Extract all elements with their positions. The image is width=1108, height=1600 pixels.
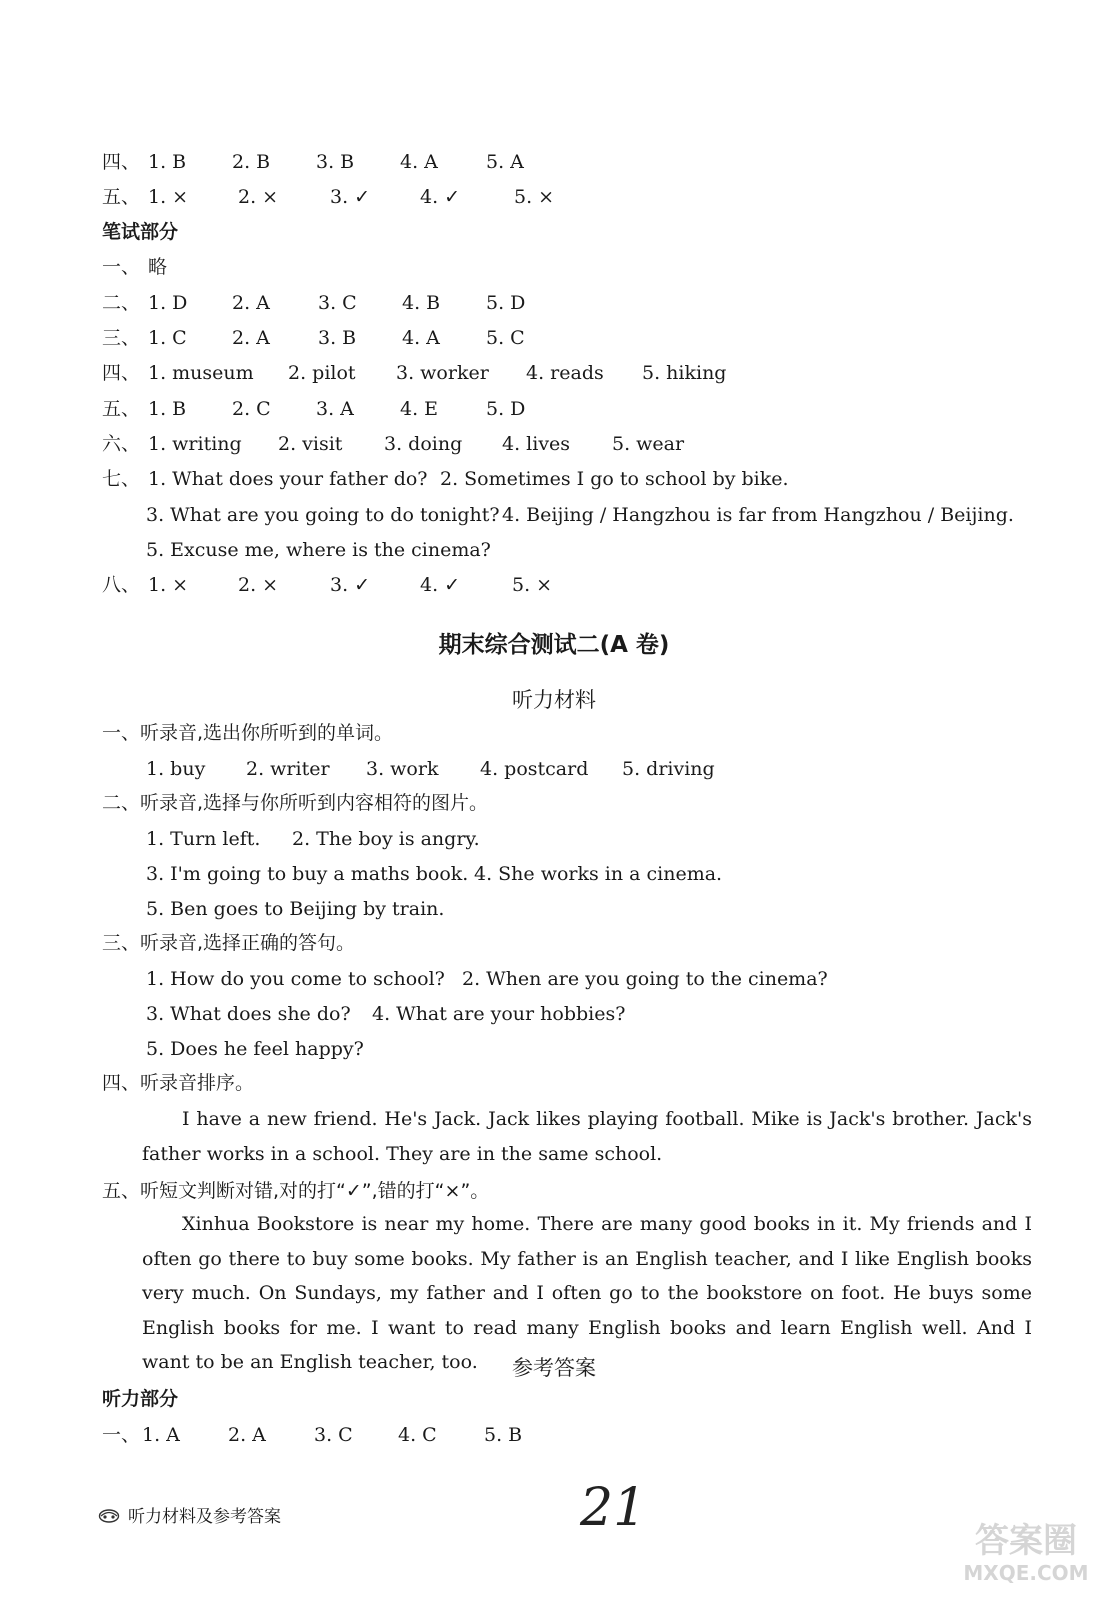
answer-item: 1. × [148, 186, 189, 208]
answer-row-q7-cont [146, 503, 1014, 527]
answer-row-q1 [102, 255, 302, 279]
sentence-row [146, 897, 646, 921]
answer-item: 1. C [148, 327, 187, 349]
answer-item: 4. ✓ [420, 574, 461, 596]
sentence-item: 1. Turn left. [146, 828, 261, 850]
listening-part-heading: 听力部分 [102, 1388, 179, 1410]
answer-sentence: 4. Beijing / Hangzhou is far from Hangzhou / Beijing. [502, 504, 1014, 526]
answer-item: 3. C [314, 1424, 353, 1446]
answer-item: 3. B [318, 327, 357, 349]
answer-sentence: 3. What are you going to do tonight? [146, 504, 500, 526]
answer-row-q2 [102, 291, 702, 315]
answer-row-q8 [102, 573, 702, 597]
row-label: 五、 [102, 186, 141, 208]
row-label: 四、 [102, 362, 141, 384]
word-item: 3. work [366, 758, 439, 780]
sentence-item: 4. What are your hobbies? [372, 1003, 626, 1025]
answer-item: 2. A [232, 327, 270, 349]
word-item: 5. driving [622, 758, 715, 780]
answer-row-q7-cont [146, 538, 646, 562]
answer-item: 2. × [238, 186, 279, 208]
watermark-logo [956, 1508, 1096, 1592]
answer-item: 2. pilot [288, 362, 356, 384]
answer-item: 5. D [486, 398, 526, 420]
row-label: 六、 [102, 433, 141, 455]
sentence-item: 5. Does he feel happy? [146, 1038, 364, 1060]
sentence-item: 4. She works in a cinema. [474, 863, 723, 885]
answer-item: 4. lives [502, 433, 571, 455]
written-heading: 笔试部分 [102, 221, 179, 243]
answer-item: 1. × [148, 574, 189, 596]
sentence-row [146, 1002, 746, 1026]
row-label: 七、 [102, 468, 141, 490]
section-heading: 三、听录音,选择正确的答句。 [102, 932, 356, 954]
row-label: 五、 [102, 398, 141, 420]
answer-item: 5. × [512, 574, 553, 596]
answer-item: 4. ✓ [420, 186, 461, 208]
answer-item: 4. A [400, 151, 438, 173]
sentence-item: 2. When are you going to the cinema? [462, 968, 828, 990]
listening-title: 听力材料 [512, 688, 596, 712]
answer-row-q3 [102, 326, 702, 350]
word-list [146, 757, 766, 781]
answer-item: 3. doing [384, 433, 463, 455]
answer-item: 5. D [486, 292, 526, 314]
answer-item: 4. reads [526, 362, 604, 384]
watermark-graphic [956, 1508, 1096, 1588]
answer-sentence: 2. Sometimes I go to school by bike. [440, 468, 789, 490]
answer-item: 1. writing [148, 433, 242, 455]
answer-row-q6 [102, 432, 802, 456]
row-label: 二、 [102, 292, 141, 314]
sentence-row [146, 862, 846, 886]
answer-item: 1. A [142, 1424, 180, 1446]
answer-item: 4. B [402, 292, 441, 314]
answer-item: 2. visit [278, 433, 343, 455]
answer-item: 1. museum [148, 362, 254, 384]
footer-text: 听力材料及参考答案 [128, 1507, 281, 1527]
row-label: 一、 [102, 256, 141, 278]
svg-text:MXQE.COM: MXQE.COM [963, 1561, 1089, 1585]
row-label: 八、 [102, 574, 141, 596]
answer-item: 5. C [486, 327, 525, 349]
word-item: 2. writer [246, 758, 330, 780]
answer-item: 1. D [148, 292, 188, 314]
row-label: 四、 [102, 151, 141, 173]
answer-item: 4. A [402, 327, 440, 349]
answer-item: 4. E [400, 398, 439, 420]
sentence-item: 1. How do you come to school? [146, 968, 445, 990]
page-footer [98, 1502, 281, 1527]
sentence-item: 5. Ben goes to Beijing by train. [146, 898, 445, 920]
word-item: 4. postcard [480, 758, 589, 780]
answer-item: 4. C [398, 1424, 437, 1446]
answer-item: 3. C [318, 292, 357, 314]
answer-row-a1 [102, 1423, 702, 1447]
section-heading: 四、听录音排序。 [102, 1072, 255, 1094]
answer-row-q7 [102, 467, 1002, 491]
answer-item: 2. A [228, 1424, 266, 1446]
answer-item: 5. B [484, 1424, 523, 1446]
answer-row-wu [102, 185, 702, 209]
answer-item: 2. A [232, 292, 270, 314]
test-title: 期末综合测试二(A 卷) [438, 632, 670, 658]
sentence-row [146, 1037, 546, 1061]
answer-item: 5. wear [612, 433, 685, 455]
sentence-row [146, 967, 946, 991]
word-item: 1. buy [146, 758, 206, 780]
passage-text: I have a new friend. He's Jack. Jack likes playing football. Mike is Jack's brother. Jack's father works in a school. They are in the same school. [142, 1108, 1032, 1165]
answer-row-q5 [102, 397, 702, 421]
answer-item: 3. B [316, 151, 355, 173]
answer-item: 2. C [232, 398, 271, 420]
answer-item: 3. ✓ [330, 186, 371, 208]
answer-row-si [102, 150, 702, 174]
answer-row-q4 [102, 361, 802, 385]
headphones-icon [98, 1507, 120, 1523]
answer-item: 5. A [486, 151, 524, 173]
section-heading: 一、听录音,选出你所听到的单词。 [102, 722, 394, 744]
answer-item: 5. hiking [642, 362, 727, 384]
answer-item: 2. × [238, 574, 279, 596]
sentence-item: 2. The boy is angry. [292, 828, 480, 850]
answer-sentence: 5. Excuse me, where is the cinema? [146, 539, 491, 561]
row-label: 三、 [102, 327, 141, 349]
sentence-row [146, 827, 746, 851]
answer-item: 1. B [148, 398, 187, 420]
answer-item: 3. ✓ [330, 574, 371, 596]
answer-item: 3. A [316, 398, 354, 420]
section-heading: 五、听短文判断对错,对的打“✓”,错的打“×”。 [102, 1180, 490, 1202]
answer-item: 1. B [148, 151, 187, 173]
answer-item: 3. worker [396, 362, 489, 384]
answer-item: 2. B [232, 151, 271, 173]
listening-passage [142, 1102, 1032, 1171]
passage-text: Xinhua Bookstore is near my home. There are many good books in it. My friends and I often go there to buy some books. My father is an English teacher, and I like English books very much. On Sundays, my father and I often go to the bookstore on foot. He buys some English books for me. I want to read many English books and learn English well. And I want to be an English teacher, too. [142, 1213, 1032, 1373]
answers-title: 参考答案 [512, 1356, 596, 1380]
page-number: 21 [580, 1478, 647, 1538]
sentence-item: 3. I'm going to buy a maths book. [146, 863, 469, 885]
row-label: 一、 [102, 1424, 141, 1446]
answer-item: 5. × [514, 186, 555, 208]
answer-item: 略 [148, 256, 168, 278]
sentence-item: 3. What does she do? [146, 1003, 351, 1025]
answer-sentence: 1. What does your father do? [148, 468, 428, 490]
svg-text:答案圈: 答案圈 [975, 1521, 1077, 1561]
section-heading: 二、听录音,选择与你所听到内容相符的图片。 [102, 792, 489, 814]
